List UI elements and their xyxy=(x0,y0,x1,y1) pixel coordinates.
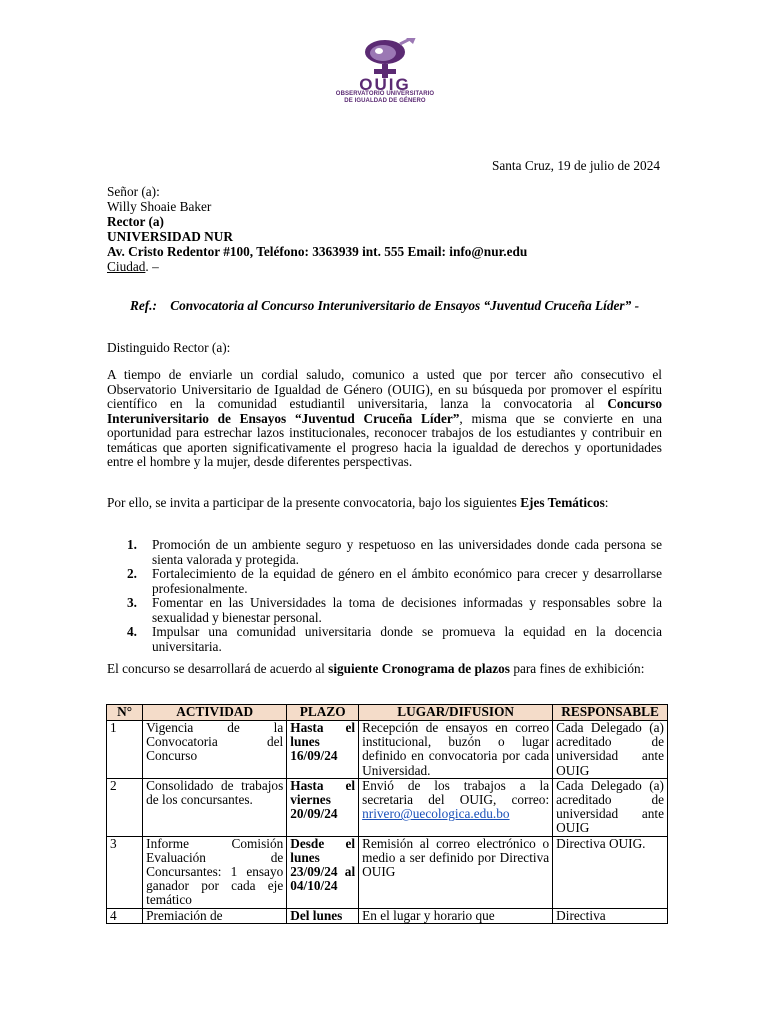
row-place: En el lugar y horario que xyxy=(359,908,553,923)
recipient-address: Av. Cristo Redentor #100, Teléfono: 3363939 int. 555 Email: info@nur.edu xyxy=(107,244,528,259)
row-deadline: Del lunes xyxy=(287,908,359,923)
themes-list xyxy=(127,538,662,654)
row-number: 4 xyxy=(107,908,143,923)
intro-text-end: , misma que se convierte en una oportunidad para estrechar lazos institucionales, reconocer trabajos de los estudiantes y contribuir en temáticas que aporten significativamente el progreso hacia la igualdad de derechos y oportunidades entre el hombre y la mujer, desde diferentes perspectivas. xyxy=(107,410,663,469)
row-deadline: Hasta el lunes 16/09/24 xyxy=(287,721,359,779)
row-activity: Premiación de xyxy=(143,908,287,923)
list-item-number: 1. xyxy=(127,537,137,552)
recipient-role: Rector (a) xyxy=(107,214,164,229)
schedule-text-start: El concurso se desarrollará de acuerdo al xyxy=(107,661,329,676)
table-row xyxy=(107,908,668,923)
row-number: 1 xyxy=(107,721,143,779)
invitation-paragraph xyxy=(107,496,662,511)
table-header-row xyxy=(107,705,668,721)
row-responsible: Directiva OUIG. xyxy=(553,836,668,908)
invitation-colon: : xyxy=(604,495,609,510)
header-number: N° xyxy=(107,705,143,721)
row-activity: Informe Comisión Evaluación de Concursantes: 1 ensayo ganador por cada eje temático xyxy=(143,836,287,908)
row-activity: Consolidado de trabajos de los concursantes. xyxy=(143,778,287,836)
row-place xyxy=(359,778,553,836)
list-item-number: 2. xyxy=(127,566,137,581)
list-item-number: 3. xyxy=(127,595,137,610)
row-activity: Vigencia de la Convocatoria del Concurso xyxy=(143,721,287,779)
row-deadline: Hasta el viernes 20/09/24 xyxy=(287,778,359,836)
list-item xyxy=(127,567,662,596)
row-responsible: Cada Delegado (a) acreditado de universidad ante OUIG xyxy=(553,721,668,779)
recipient-salutation: Señor (a): xyxy=(107,184,160,199)
logo-acronym: OUIG xyxy=(359,75,411,94)
row-place: Remisión al correo electrónico o medio a ser definido por Directiva OUIG xyxy=(359,836,553,908)
recipient-block xyxy=(107,184,677,274)
schedule-paragraph xyxy=(107,662,662,677)
letter-date: Santa Cruz, 19 de julio de 2024 xyxy=(491,158,660,173)
recipient-city: Ciudad xyxy=(107,259,146,274)
contest-name: Concurso Interuniversitario de Ensayos “Juventud Cruceña Líder” xyxy=(107,396,662,426)
row-place: Recepción de ensayos en correo institucional, buzón o lugar definido en convocatoria por cada Universidad. xyxy=(359,721,553,779)
schedule-table xyxy=(106,704,668,924)
reference-text: Convocatoria al Concurso Interuniversitario de Ensayos “Juventud Cruceña Líder” - xyxy=(170,298,640,313)
row-deadline: Desde el lunes 23/09/24 al 04/10/24 xyxy=(287,836,359,908)
header-deadline: PLAZO xyxy=(287,705,359,721)
themes-heading: Ejes Temáticos xyxy=(520,495,605,510)
table-row xyxy=(107,778,668,836)
reference-line xyxy=(107,298,662,313)
list-item xyxy=(127,538,662,567)
intro-text-start: A tiempo de enviarle un cordial saludo, comunico a usted que por tercer año consecutivo el Observatorio Universitario de Igualdad de Género (OUIG), en su búsqueda por promover el espíritu científico en la comunidad estudiantil universitaria, lanza la convocatoria al xyxy=(107,367,662,411)
list-item-number: 4. xyxy=(127,624,137,639)
list-item xyxy=(127,596,662,625)
row-place-text: Envió de los trabajos a la secretaria del OUIG, correo: xyxy=(362,777,550,808)
table-row xyxy=(107,721,668,779)
venus-mars-symbol-icon xyxy=(365,38,416,78)
list-item-text: Impulsar una comunidad universitaria donde se promueva la equidad en la docencia universitaria. xyxy=(152,624,662,654)
list-item-text: Fortalecimiento de la equidad de género en el ámbito económico para crecer y desarrollarse profesionalmente. xyxy=(152,566,662,596)
schedule-text-end: para fines de exhibición: xyxy=(510,661,645,676)
schedule-heading: siguiente Cronograma de plazos xyxy=(328,661,510,676)
header-responsible: RESPONSABLE xyxy=(553,705,668,721)
row-number: 2 xyxy=(107,778,143,836)
row-responsible: Directiva xyxy=(553,908,668,923)
greeting: Distinguido Rector (a): xyxy=(107,340,231,355)
list-item-text: Promoción de un ambiente seguro y respetuoso en las universidades donde cada persona se sienta valorada y protegida. xyxy=(152,537,662,567)
email-link[interactable]: nrivero@uecologica.edu.bo xyxy=(362,806,510,822)
recipient-city-suffix: . – xyxy=(145,259,159,274)
reference-label: Ref.: xyxy=(129,298,157,313)
logo-subtitle-line2: DE IGUALDAD DE GÉNERO xyxy=(344,98,426,104)
recipient-institution: UNIVERSIDAD NUR xyxy=(107,229,233,244)
header-place: LUGAR/DIFUSION xyxy=(359,705,553,721)
invitation-text: Por ello, se invita a participar de la presente convocatoria, bajo los siguientes xyxy=(107,495,521,510)
list-item-text: Fomentar en las Universidades la toma de decisiones informadas y responsables sobre la sexualidad y bienestar personal. xyxy=(152,595,662,625)
logo-subtitle-line1: OBSERVATORIO UNIVERSITARIO xyxy=(335,91,435,97)
row-number: 3 xyxy=(107,836,143,908)
recipient-name: Willy Shoaie Baker xyxy=(107,199,212,214)
row-responsible: Cada Delegado (a) acreditado de universidad ante OUIG xyxy=(553,778,668,836)
list-item xyxy=(127,625,662,654)
intro-paragraph xyxy=(107,368,662,470)
table-row xyxy=(107,836,668,908)
recipient-city-line xyxy=(107,259,677,274)
header-activity: ACTIVIDAD xyxy=(143,705,287,721)
